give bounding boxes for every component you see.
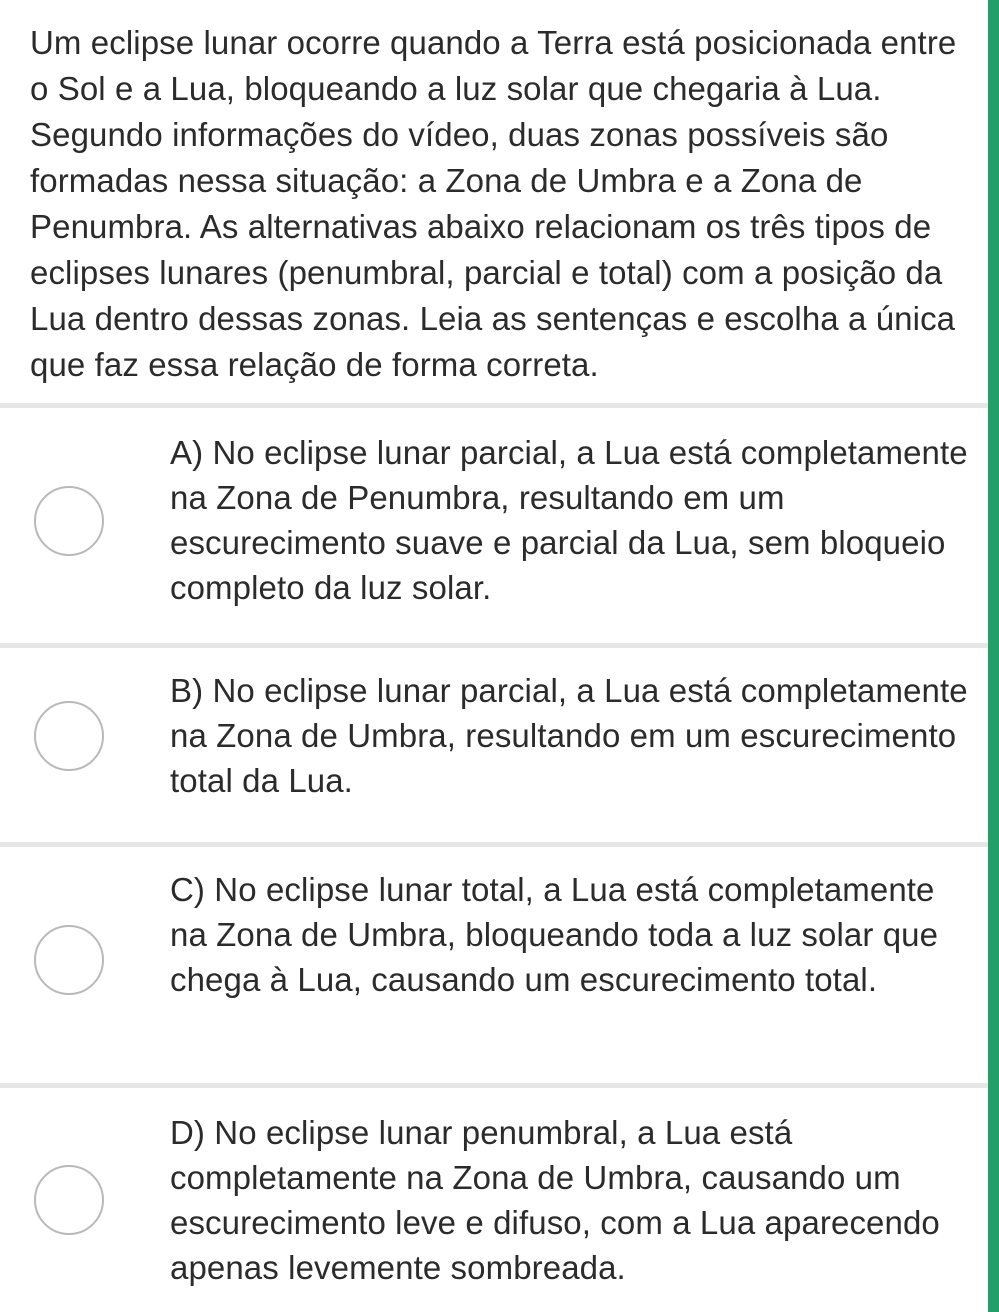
option-c-text: C) No eclipse lunar total, a Lua está completamente na Zona de Umbra, bloqueando toda a luz solar que chega à Lua, causando um escurecimento total. bbox=[170, 871, 939, 998]
radio-button-a[interactable] bbox=[34, 486, 104, 556]
question-text: Um eclipse lunar ocorre quando a Terra está posicionada entre o Sol e a Lua, bloqueando a luz solar que chegaria à Lua. Segundo informações do vídeo, duas zonas possíveis são formadas nessa situação: a Zona de Umbra e a Zona de Penumbra. As alternativas abaixo relacionam os três tipos de eclipses lunares (penumbral, parcial e total) com a posição da Lua dentro dessas zonas. Leia as sentenças e escolha a única que faz essa relação de forma correta. bbox=[30, 24, 957, 383]
option-b-text: B) No eclipse lunar parcial, a Lua está completamente na Zona de Umbra, resultando em um escurecimento total da Lua. bbox=[170, 672, 968, 799]
option-a[interactable] bbox=[0, 408, 988, 643]
option-d[interactable] bbox=[0, 1088, 988, 1312]
option-d-text: D) No eclipse lunar penumbral, a Lua está completamente na Zona de Umbra, causando um escurecimento leve e difuso, com a Lua aparecendo apenas levemente sombreada. bbox=[170, 1114, 940, 1286]
option-b[interactable] bbox=[0, 648, 988, 842]
option-a-text: A) No eclipse lunar parcial, a Lua está completamente na Zona de Penumbra, resultando em um escurecimento suave e parcial da Lua, sem bloqueio completo da luz solar. bbox=[170, 434, 968, 606]
radio-button-d[interactable] bbox=[34, 1165, 104, 1235]
option-c[interactable] bbox=[0, 847, 988, 1083]
radio-button-b[interactable] bbox=[34, 701, 104, 771]
accent-bar bbox=[988, 0, 999, 1312]
radio-button-c[interactable] bbox=[34, 925, 104, 995]
